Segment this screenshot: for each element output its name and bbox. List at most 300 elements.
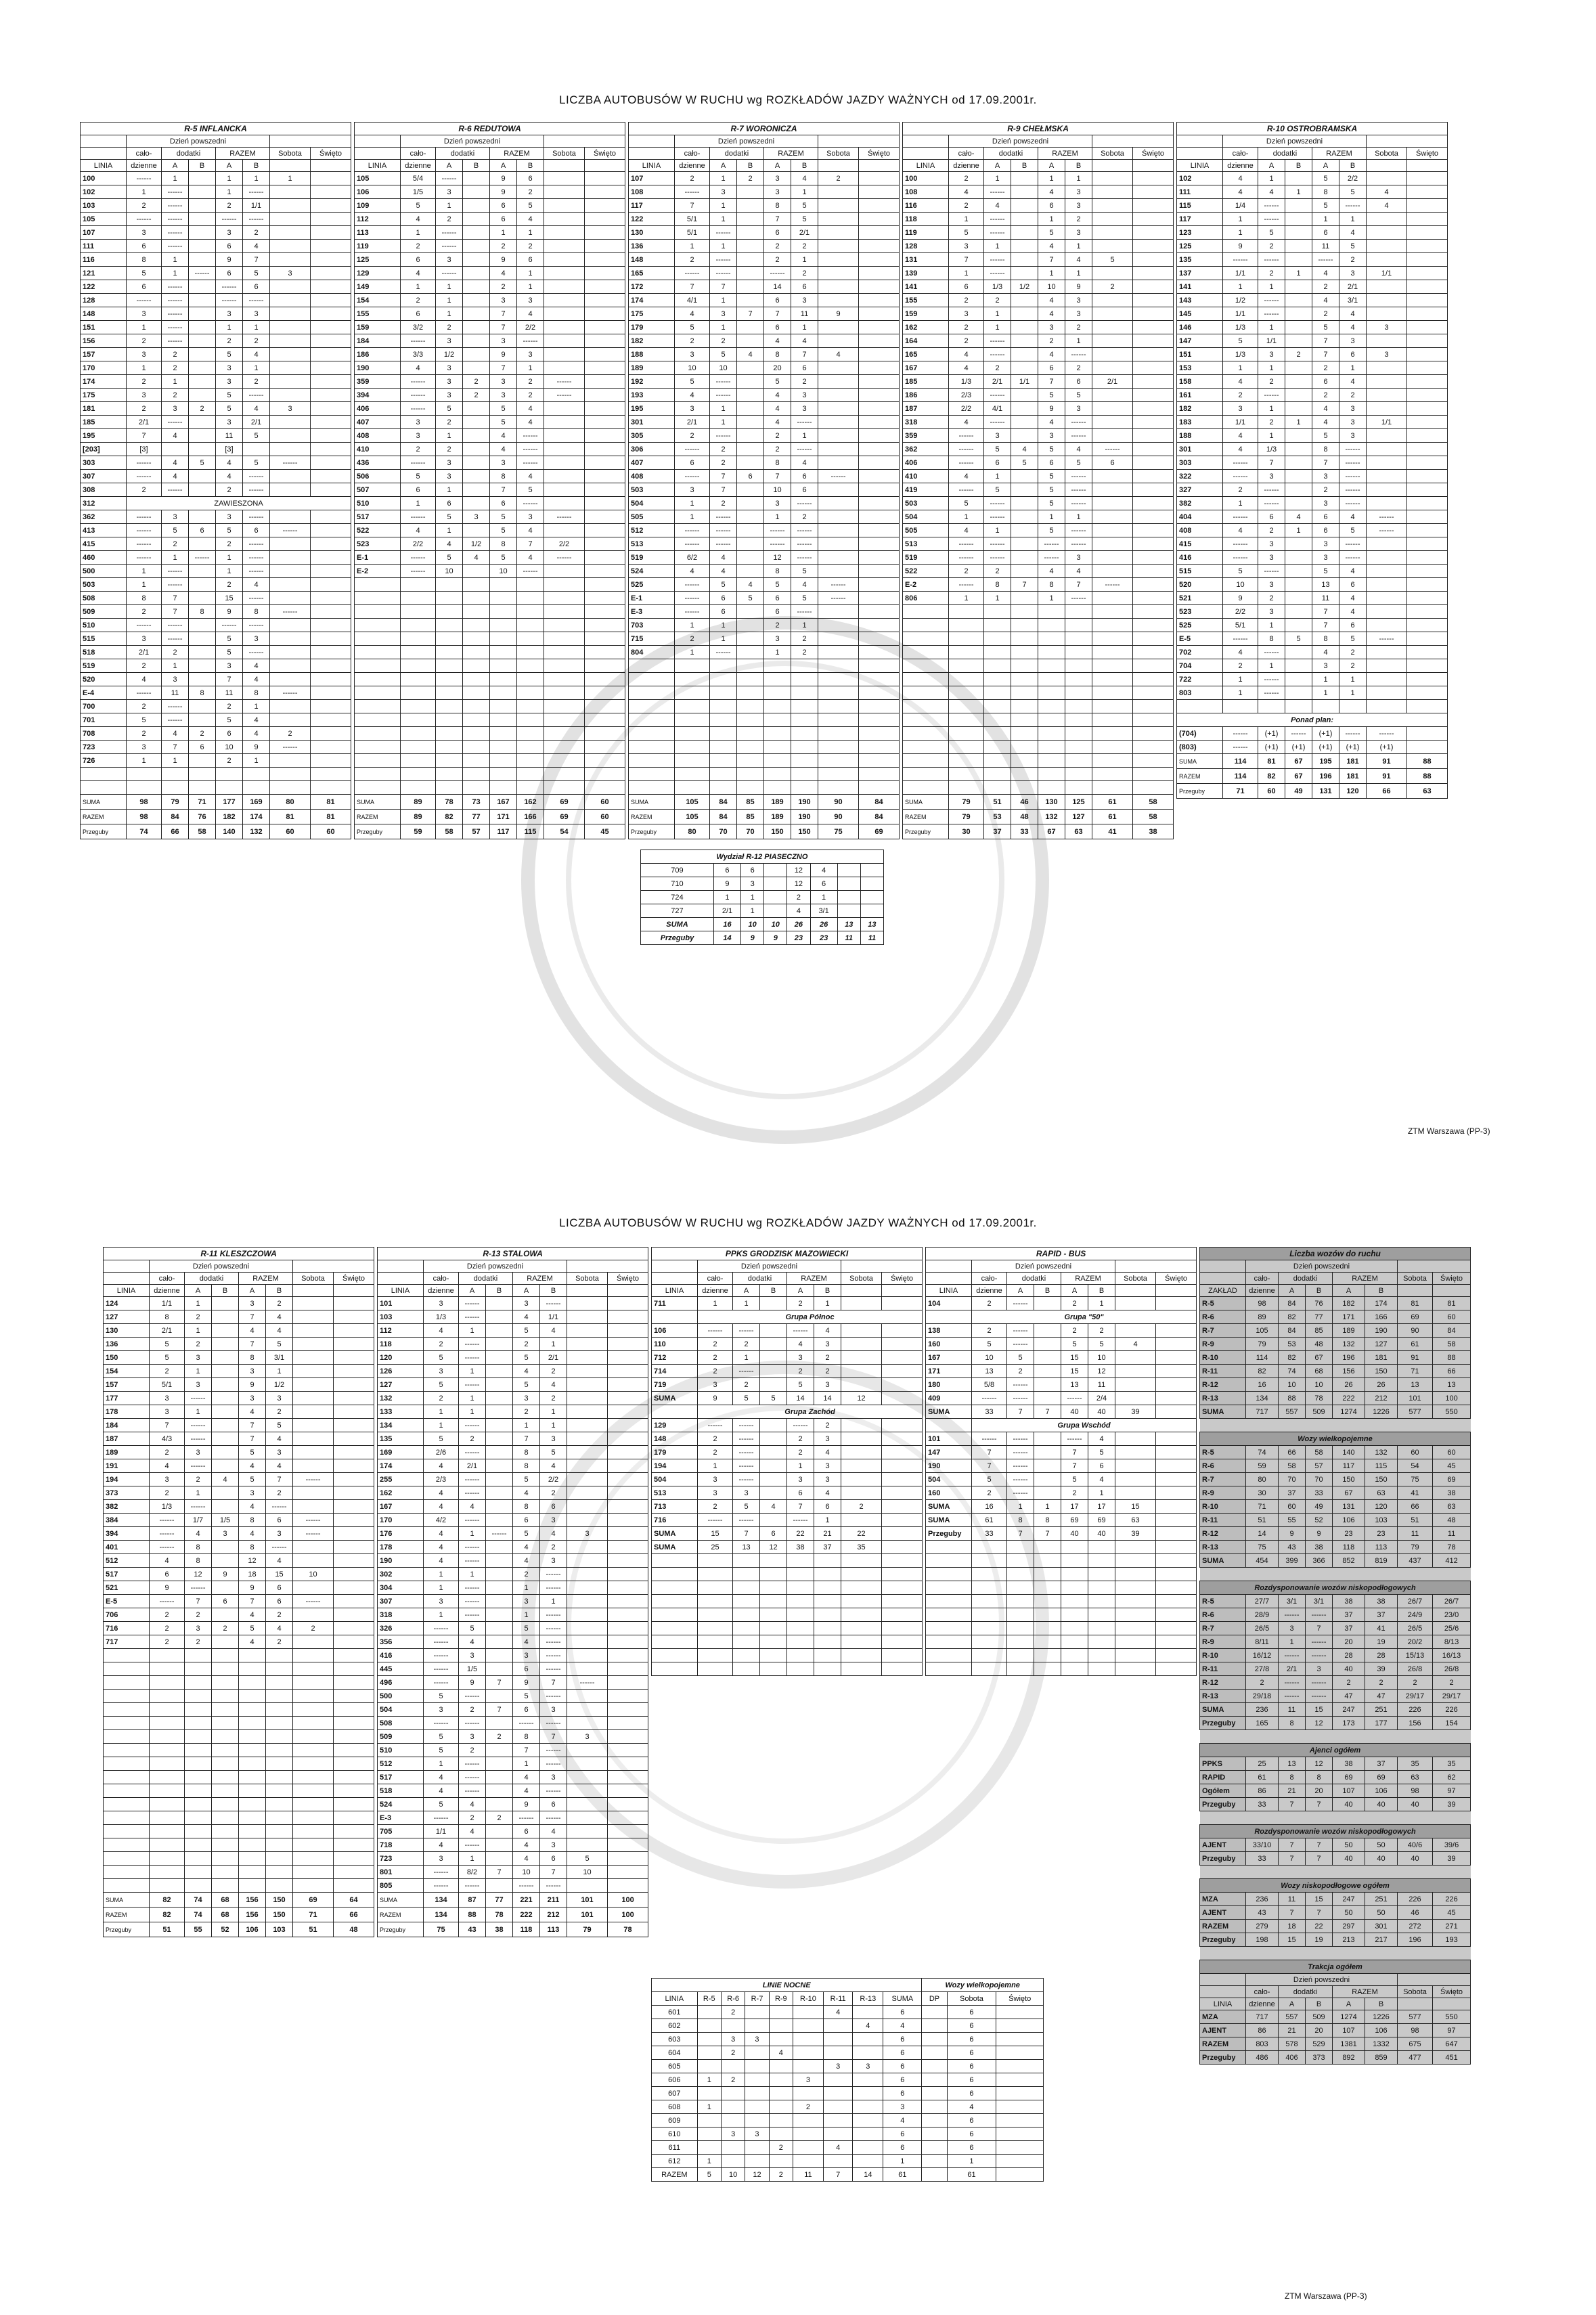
cell-value bbox=[585, 267, 625, 280]
table-row bbox=[81, 551, 351, 565]
total-value: 167 bbox=[490, 795, 517, 810]
total-row-przeguby bbox=[903, 824, 1174, 839]
table-row bbox=[926, 1514, 1197, 1527]
cell-value: 4 bbox=[424, 1459, 459, 1473]
total-value: 69 bbox=[544, 795, 585, 810]
header-calo: cało- bbox=[424, 1273, 459, 1285]
cell-line: 177 bbox=[104, 1392, 150, 1405]
cell-value bbox=[544, 307, 585, 321]
cell-empty bbox=[463, 754, 490, 768]
cell-value: 63 bbox=[1365, 1486, 1398, 1500]
table-row bbox=[378, 1635, 648, 1649]
cell-value bbox=[1367, 619, 1407, 632]
cell-empty bbox=[150, 1771, 185, 1784]
cell-empty bbox=[652, 1662, 698, 1676]
cell-line: 154 bbox=[355, 294, 401, 307]
table-row bbox=[81, 619, 351, 632]
cell-value bbox=[608, 1703, 648, 1717]
cell-value: 100 bbox=[1433, 1392, 1471, 1405]
cell-value: 4/2 bbox=[424, 1514, 459, 1527]
cell-value: 3 bbox=[675, 483, 710, 497]
cell-value: 7 bbox=[764, 213, 791, 226]
cell-value: ------ bbox=[710, 226, 737, 240]
cell-value bbox=[769, 2100, 793, 2114]
cell-value bbox=[334, 1419, 374, 1432]
cell-value: 88 bbox=[1279, 1392, 1306, 1405]
cell-empty bbox=[791, 727, 818, 741]
cell-value bbox=[1367, 497, 1407, 510]
cell-value bbox=[745, 2019, 769, 2033]
cell-value: 2 bbox=[162, 348, 189, 361]
cell-empty bbox=[859, 727, 900, 741]
cell-value: 5 bbox=[517, 199, 544, 213]
total-value: 63 bbox=[1407, 784, 1448, 799]
cell-line: 100 bbox=[903, 172, 949, 185]
total-value: 125 bbox=[1065, 795, 1092, 810]
cell-empty bbox=[841, 1581, 882, 1595]
cell-value: 1 bbox=[243, 700, 270, 713]
total-value: 51 bbox=[150, 1922, 185, 1937]
cell-value: 2 bbox=[150, 1365, 185, 1378]
cell-value: ------ bbox=[424, 1866, 459, 1879]
cell-value: 236 bbox=[1246, 1893, 1279, 1906]
table-row bbox=[1177, 510, 1448, 524]
cell-value bbox=[334, 1581, 374, 1595]
cell-value bbox=[1133, 524, 1174, 537]
cell-value: 9 bbox=[1306, 1527, 1333, 1541]
table-row bbox=[1177, 334, 1448, 348]
cell-value: 1 bbox=[984, 240, 1011, 253]
cell-value bbox=[1011, 537, 1038, 551]
cell-empty bbox=[490, 700, 517, 713]
cell-value: 4/1 bbox=[675, 294, 710, 307]
total-value: 78 bbox=[436, 795, 463, 810]
table-row bbox=[378, 1459, 648, 1473]
cell-value: 4 bbox=[216, 470, 243, 483]
cell-value bbox=[608, 1622, 648, 1635]
cell-empty bbox=[436, 741, 463, 754]
cell-empty bbox=[490, 686, 517, 700]
cell-value bbox=[544, 565, 585, 578]
cell-line: SUMA bbox=[1200, 1554, 1246, 1568]
cell-value bbox=[608, 1744, 648, 1757]
cell-value: 20 bbox=[1306, 2024, 1333, 2037]
cell-value: 2/1 bbox=[150, 1324, 185, 1338]
cell-empty bbox=[1038, 619, 1065, 632]
cell-value: 4 bbox=[1038, 416, 1065, 429]
cell-value: 4 bbox=[1223, 524, 1258, 537]
cell-value: ------ bbox=[459, 1514, 486, 1527]
cell-line: 806 bbox=[903, 592, 949, 605]
cell-line: 505 bbox=[903, 524, 949, 537]
cell-empty bbox=[185, 1866, 212, 1879]
header-ab: A bbox=[710, 160, 737, 172]
cell-value: 2/2 bbox=[401, 537, 436, 551]
cell-empty bbox=[185, 1838, 212, 1852]
cell-value bbox=[486, 1690, 513, 1703]
cell-value: 1 bbox=[517, 267, 544, 280]
header-swieto: Święto bbox=[334, 1273, 374, 1285]
cell-value: 4 bbox=[949, 470, 984, 483]
cell-value: 3 bbox=[216, 375, 243, 389]
cell-value: 6 bbox=[764, 592, 791, 605]
cell-line: 157 bbox=[104, 1378, 150, 1392]
cell-line: R-11 bbox=[1200, 1365, 1246, 1378]
cell-value: 2 bbox=[1258, 240, 1285, 253]
header-blank bbox=[378, 1273, 424, 1285]
cell-value bbox=[608, 1825, 648, 1838]
cell-value bbox=[769, 2114, 793, 2127]
cell-value bbox=[922, 2060, 947, 2073]
cell-value bbox=[859, 402, 900, 416]
cell-value bbox=[486, 1581, 513, 1595]
cell-value: 4 bbox=[513, 1310, 540, 1324]
cell-value bbox=[463, 199, 490, 213]
cell-value: ------ bbox=[127, 686, 162, 700]
cell-line: 515 bbox=[1177, 565, 1223, 578]
table-row bbox=[1177, 443, 1448, 456]
table-row bbox=[652, 1635, 923, 1649]
cell-empty bbox=[984, 781, 1011, 795]
table-row bbox=[104, 1717, 374, 1730]
cell-value: 15 bbox=[1061, 1351, 1088, 1365]
cell-value: ------ bbox=[436, 226, 463, 240]
cell-value: 2 bbox=[764, 619, 791, 632]
cell-line: 167 bbox=[903, 361, 949, 375]
cell-value: 4 bbox=[401, 361, 436, 375]
cell-value: 6 bbox=[1339, 578, 1367, 592]
cell-value: ------ bbox=[675, 592, 710, 605]
cell-line: 127 bbox=[378, 1378, 424, 1392]
cell-empty bbox=[1115, 1608, 1156, 1622]
cell-value: ------ bbox=[1339, 443, 1367, 456]
header-calo: cało- bbox=[1223, 148, 1258, 160]
cell-value: 39/6 bbox=[1433, 1838, 1471, 1852]
cell-value: ------ bbox=[1367, 632, 1407, 646]
cell-value bbox=[1092, 497, 1133, 510]
cell-empty bbox=[212, 1771, 239, 1784]
cell-value: 5 bbox=[424, 1744, 459, 1757]
cell-value: 2 bbox=[1398, 1676, 1433, 1690]
cell-value: 3 bbox=[540, 1514, 567, 1527]
cell-empty bbox=[1156, 1595, 1197, 1608]
cell-empty bbox=[926, 1541, 972, 1554]
cell-value: 2 bbox=[1312, 483, 1339, 497]
cell-value bbox=[567, 1473, 608, 1486]
total-value: 61 bbox=[1092, 795, 1133, 810]
cell-empty bbox=[401, 632, 436, 646]
cell-value bbox=[270, 213, 311, 226]
cell-value bbox=[189, 185, 216, 199]
cell-empty bbox=[1092, 741, 1133, 754]
cell-value: 4 bbox=[1223, 443, 1258, 456]
total-value: 105 bbox=[675, 810, 710, 824]
cell-value: 10 bbox=[216, 741, 243, 754]
cell-empty bbox=[764, 727, 791, 741]
table-row bbox=[378, 1527, 648, 1541]
cell-value: ------ bbox=[459, 1378, 486, 1392]
cell-empty bbox=[1133, 646, 1174, 659]
cell-value bbox=[1156, 1351, 1197, 1365]
summary-row bbox=[1200, 1310, 1471, 1324]
cell-value bbox=[270, 510, 311, 524]
total-label: Przeguby bbox=[355, 824, 401, 839]
top-table-2 bbox=[628, 122, 900, 839]
cell-empty bbox=[1177, 700, 1223, 713]
cell-empty bbox=[841, 1635, 882, 1649]
cell-value: 63 bbox=[1398, 1771, 1433, 1784]
cell-value bbox=[270, 226, 311, 240]
cell-value: 33/10 bbox=[1246, 1838, 1279, 1852]
cell-value: 3 bbox=[698, 1378, 733, 1392]
cell-value: ------ bbox=[1258, 294, 1285, 307]
cell-value bbox=[311, 619, 351, 632]
cell-value bbox=[996, 2087, 1044, 2100]
night-header: Święto bbox=[996, 1992, 1044, 2006]
cell-line: RAZEM bbox=[652, 2168, 698, 2182]
cell-value: 9 bbox=[239, 1378, 266, 1392]
cell-value bbox=[841, 1432, 882, 1446]
cell-value: ------ bbox=[127, 510, 162, 524]
cell-empty bbox=[334, 1866, 374, 1879]
table-row bbox=[104, 1662, 374, 1676]
cell-value: 7 bbox=[1312, 605, 1339, 619]
cell-value: 4 bbox=[1038, 294, 1065, 307]
cell-value: 7 bbox=[239, 1432, 266, 1446]
cell-value: 226 bbox=[1398, 1703, 1433, 1717]
cell-value bbox=[882, 1338, 923, 1351]
cell-value: ------ bbox=[540, 1297, 567, 1310]
cell-value: 9 bbox=[513, 1798, 540, 1811]
cell-empty bbox=[1156, 1541, 1197, 1554]
cell-value bbox=[189, 213, 216, 226]
cell-value bbox=[760, 1486, 787, 1500]
table-row bbox=[1177, 592, 1448, 605]
cell-empty bbox=[841, 1568, 882, 1581]
cell-line: 125 bbox=[1177, 240, 1223, 253]
cell-value bbox=[567, 1486, 608, 1500]
cell-value: 5 bbox=[127, 267, 162, 280]
cell-value: ------ bbox=[1007, 1459, 1034, 1473]
cell-value: 105 bbox=[1246, 1324, 1279, 1338]
table-row bbox=[652, 1446, 923, 1459]
cell-value: 7 bbox=[1034, 1527, 1061, 1541]
cell-value: 2 bbox=[459, 1703, 486, 1717]
header-linia: LINIA bbox=[926, 1285, 972, 1297]
cell-value: 7 bbox=[490, 361, 517, 375]
cell-value: 3 bbox=[853, 2060, 883, 2073]
total-value: 67 bbox=[1285, 754, 1312, 769]
cell-value: 38 bbox=[787, 1541, 814, 1554]
cell-line: R-5 bbox=[1200, 1297, 1246, 1310]
cell-empty bbox=[490, 619, 517, 632]
cell-value: 7 bbox=[517, 537, 544, 551]
table-row bbox=[629, 240, 900, 253]
total-row-suma bbox=[629, 795, 900, 810]
cell-value: 1 bbox=[436, 524, 463, 537]
cell-line: 174 bbox=[81, 375, 127, 389]
cell-line: 524 bbox=[629, 565, 675, 578]
cell-value: 1 bbox=[791, 429, 818, 443]
cell-empty bbox=[972, 1595, 1007, 1608]
cell-value: 6 bbox=[540, 1798, 567, 1811]
cell-empty bbox=[266, 1784, 293, 1798]
cell-line: R-10 bbox=[1200, 1351, 1246, 1365]
table-row bbox=[1177, 565, 1448, 578]
cell-value: 3/1 bbox=[1306, 1595, 1333, 1608]
table-row bbox=[355, 483, 625, 497]
cell-value: 7 bbox=[150, 1419, 185, 1432]
cell-value: ------ bbox=[1258, 646, 1285, 659]
cell-value bbox=[311, 632, 351, 646]
cell-line: 610 bbox=[652, 2127, 698, 2141]
cell-value: 7 bbox=[710, 470, 737, 483]
cell-value: 165 bbox=[1246, 1717, 1279, 1730]
total-value: 134 bbox=[424, 1908, 459, 1922]
cell-line: 318 bbox=[903, 416, 949, 429]
cell-value: 1 bbox=[1312, 673, 1339, 686]
cell-value bbox=[1285, 226, 1312, 240]
cell-value: 1 bbox=[1223, 213, 1258, 226]
cell-line: PPKS bbox=[1200, 1757, 1246, 1771]
cell-empty bbox=[150, 1879, 185, 1893]
cell-value: 86 bbox=[1246, 2024, 1279, 2037]
table-row bbox=[903, 213, 1174, 226]
table-row bbox=[355, 578, 625, 592]
table-row bbox=[1177, 185, 1448, 199]
cell-value: 8 bbox=[764, 565, 791, 578]
cell-value: 38 bbox=[1433, 1486, 1471, 1500]
cell-empty bbox=[972, 1581, 1007, 1595]
cell-value bbox=[922, 2033, 947, 2046]
cell-value: 3 bbox=[540, 1432, 567, 1446]
header-ab: B bbox=[243, 160, 270, 172]
total-value: 156 bbox=[239, 1893, 266, 1908]
table-row bbox=[378, 1365, 648, 1378]
cell-line: 162 bbox=[378, 1486, 424, 1500]
cell-value: 17 bbox=[1088, 1500, 1115, 1514]
cell-value bbox=[486, 1365, 513, 1378]
cell-value: 28 bbox=[1333, 1649, 1365, 1662]
summary-title: Liczba wozów do ruchu bbox=[1200, 1248, 1471, 1260]
cell-value bbox=[608, 1635, 648, 1649]
cell-value: 6 bbox=[513, 1703, 540, 1717]
cell-value: 1226 bbox=[1365, 1405, 1398, 1419]
cell-value: ------ bbox=[243, 565, 270, 578]
cell-value: 2/1 bbox=[243, 416, 270, 429]
cell-line: E-3 bbox=[378, 1811, 424, 1825]
cell-value bbox=[859, 443, 900, 456]
cell-value: 2 bbox=[721, 2006, 745, 2019]
cell-empty bbox=[239, 1866, 266, 1879]
cell-line: 505 bbox=[629, 510, 675, 524]
header-blank bbox=[1092, 135, 1174, 148]
header-dzien: Dzień powszedni bbox=[424, 1260, 567, 1273]
cell-value: 2 bbox=[764, 253, 791, 267]
cell-value bbox=[882, 1297, 923, 1310]
cell-value: 5 bbox=[1092, 253, 1133, 267]
table-row bbox=[104, 1581, 374, 1595]
cell-value: 1 bbox=[814, 1514, 841, 1527]
header-blank bbox=[1177, 148, 1223, 160]
cell-value: 4 bbox=[1339, 307, 1367, 321]
cell-empty bbox=[293, 1676, 334, 1690]
cell-value: 8 bbox=[1279, 1771, 1306, 1784]
cell-value bbox=[608, 1757, 648, 1771]
cell-value bbox=[567, 1514, 608, 1527]
cell-value: 6 bbox=[517, 253, 544, 267]
cell-empty bbox=[266, 1838, 293, 1852]
cell-value bbox=[463, 470, 490, 483]
cell-value bbox=[1285, 646, 1312, 659]
cell-empty bbox=[629, 686, 675, 700]
cell-value: 1 bbox=[791, 253, 818, 267]
cell-line: 301 bbox=[1177, 443, 1223, 456]
wiel-row bbox=[1200, 1486, 1471, 1500]
cell-empty bbox=[972, 1608, 1007, 1622]
header-blank bbox=[293, 1260, 374, 1273]
cell-value bbox=[463, 334, 490, 348]
cell-value: 79 bbox=[1398, 1541, 1433, 1554]
cell-value: 2/6 bbox=[424, 1446, 459, 1459]
cell-value: 5 bbox=[424, 1798, 459, 1811]
cell-value bbox=[841, 1514, 882, 1527]
cell-value bbox=[922, 2100, 947, 2114]
cell-empty bbox=[293, 1690, 334, 1703]
cell-value bbox=[1133, 240, 1174, 253]
cell-value bbox=[585, 389, 625, 402]
cell-value bbox=[311, 551, 351, 565]
header-dzienne: dzienne bbox=[675, 160, 710, 172]
cell-value: ------ bbox=[1258, 199, 1285, 213]
cell-value: 1 bbox=[127, 185, 162, 199]
cell-value bbox=[1115, 1324, 1156, 1338]
cell-empty bbox=[764, 700, 791, 713]
table-row bbox=[1177, 375, 1448, 389]
cell-value: 3 bbox=[540, 1771, 567, 1784]
cell-value bbox=[486, 1459, 513, 1473]
cell-value: 69 bbox=[1088, 1514, 1115, 1527]
cell-value bbox=[567, 1324, 608, 1338]
header-ab: A bbox=[513, 1285, 540, 1297]
cell-value: 2 bbox=[513, 1568, 540, 1581]
cell-value bbox=[1011, 470, 1038, 483]
cell-value: 78 bbox=[1306, 1392, 1333, 1405]
cell-value: 11 bbox=[1279, 1703, 1306, 1717]
cell-empty bbox=[150, 1757, 185, 1771]
total-value: 81 bbox=[311, 795, 351, 810]
cell-value bbox=[882, 1514, 923, 1527]
cell-value: 48 bbox=[1433, 1514, 1471, 1527]
cell-value bbox=[311, 307, 351, 321]
cell-value bbox=[818, 483, 859, 497]
table-row bbox=[903, 700, 1174, 713]
cell-value bbox=[737, 551, 764, 565]
cell-value: 3 bbox=[150, 1405, 185, 1419]
cell-value: 2/3 bbox=[424, 1473, 459, 1486]
cell-value: 39 bbox=[1433, 1852, 1471, 1866]
cell-value: 12 bbox=[745, 2168, 769, 2182]
cell-empty bbox=[1156, 1554, 1197, 1568]
cell-value: ------ bbox=[984, 551, 1011, 565]
cell-value bbox=[853, 2087, 883, 2100]
cell-empty bbox=[311, 781, 351, 795]
cell-value: 2 bbox=[698, 1432, 733, 1446]
night-header: R-7 bbox=[745, 1992, 769, 2006]
cell-value: 13 bbox=[1061, 1378, 1088, 1392]
header-ab: B bbox=[486, 1285, 513, 1297]
header-dzienne: dzienne bbox=[972, 1285, 1007, 1297]
